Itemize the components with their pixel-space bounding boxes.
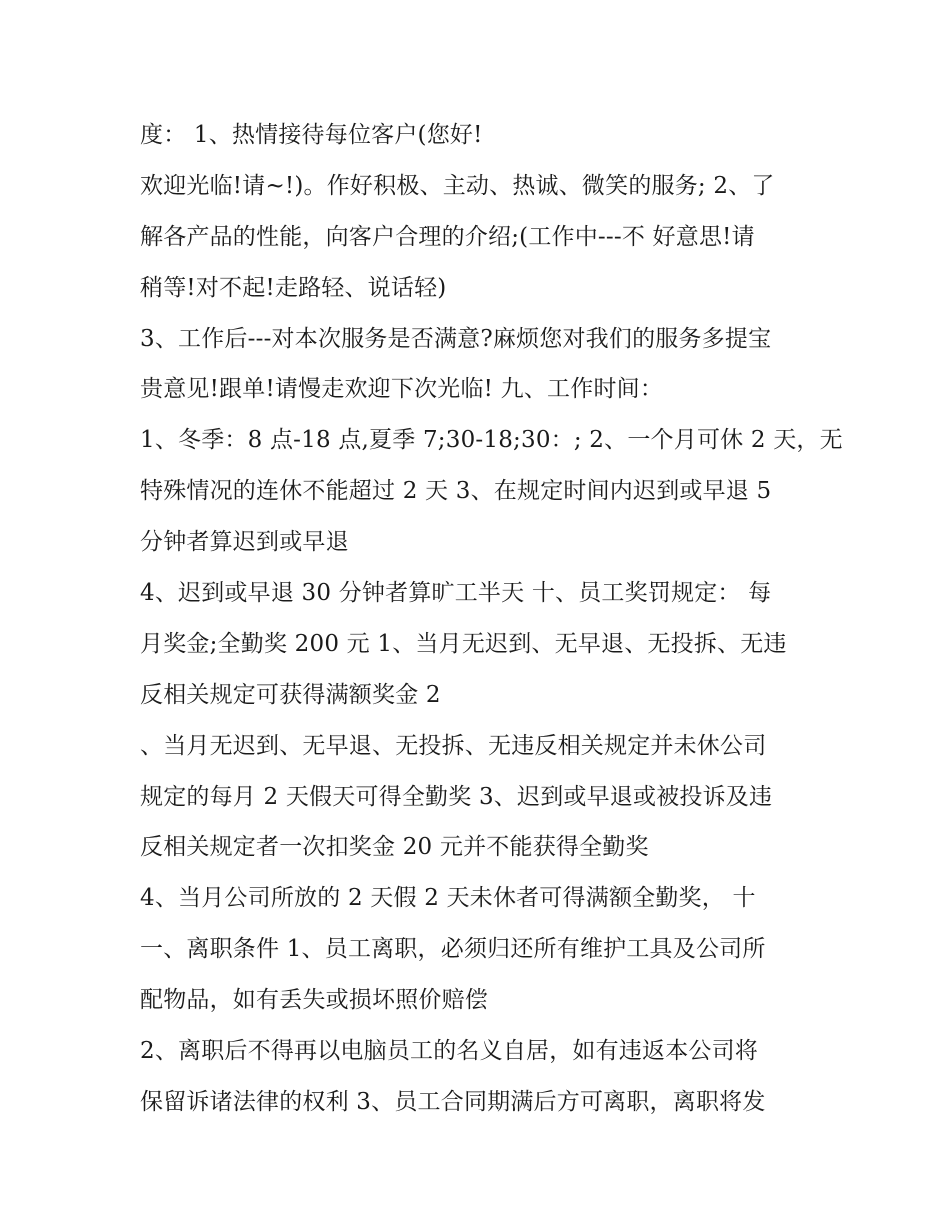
text-line: 月奖金;全勤奖 200 元 1、当月无迟到、无早退、无投拆、无违 xyxy=(140,630,787,657)
text-line: 贵意见!跟单!请慢走欢迎下次光临! 九、工作时间： xyxy=(140,376,664,403)
text-line: 1、冬季：8 点-18 点,夏季 7;30-18;30：; 2、一个月可休 2 天，无 xyxy=(140,427,843,454)
text-line: 配物品，如有丢失或损坏照价赔偿 xyxy=(140,987,488,1014)
text-line: 分钟者算迟到或早退 xyxy=(140,529,349,556)
text-line: 解各产品的性能，向客户合理的介绍;(工作中---不 好意思!请 xyxy=(140,223,755,250)
text-line: 规定的每月 2 天假天可得全勤奖 3、迟到或早退或被投诉及违 xyxy=(140,783,773,810)
text-line: 欢迎光临!请~!)。作好积极、主动、热诚、微笑的服务; 2、了 xyxy=(140,172,775,199)
text-line: 反相关规定者一次扣奖金 20 元并不能获得全勤奖 xyxy=(140,834,649,861)
text-line: 保留诉诸法律的权利 3、员工合同期满后方可离职，离职将发 xyxy=(140,1088,766,1115)
text-line: 4、当月公司所放的 2 天假 2 天未休者可得满额全勤奖， 十 xyxy=(140,885,756,912)
text-line: 3、工作后---对本次服务是否满意?麻烦您对我们的服务多提宝 xyxy=(140,325,772,352)
text-line: 2、离职后不得再以电脑员工的名义自居，如有违返本公司将 xyxy=(140,1038,759,1065)
text-line: 4、迟到或早退 30 分钟者算旷工半天 十、员工奖罚规定： 每 xyxy=(140,580,772,607)
body-text xyxy=(140,110,843,1128)
text-line: 反相关规定可获得满额奖金 2 xyxy=(140,681,441,708)
text-line: 稍等!对不起!走路轻、说话轻) xyxy=(140,274,447,301)
text-line: 特殊情况的连休不能超过 2 天 3、在规定时间内迟到或早退 5 xyxy=(140,478,772,505)
text-line: 一、离职条件 1、员工离职，必须归还所有维护工具及公司所 xyxy=(140,936,766,963)
text-line: 、当月无迟到、无早退、无投拆、无违反相关规定并未休公司 xyxy=(140,732,767,759)
text-line: 度： 1、热情接待每位客户(您好! xyxy=(140,122,483,148)
